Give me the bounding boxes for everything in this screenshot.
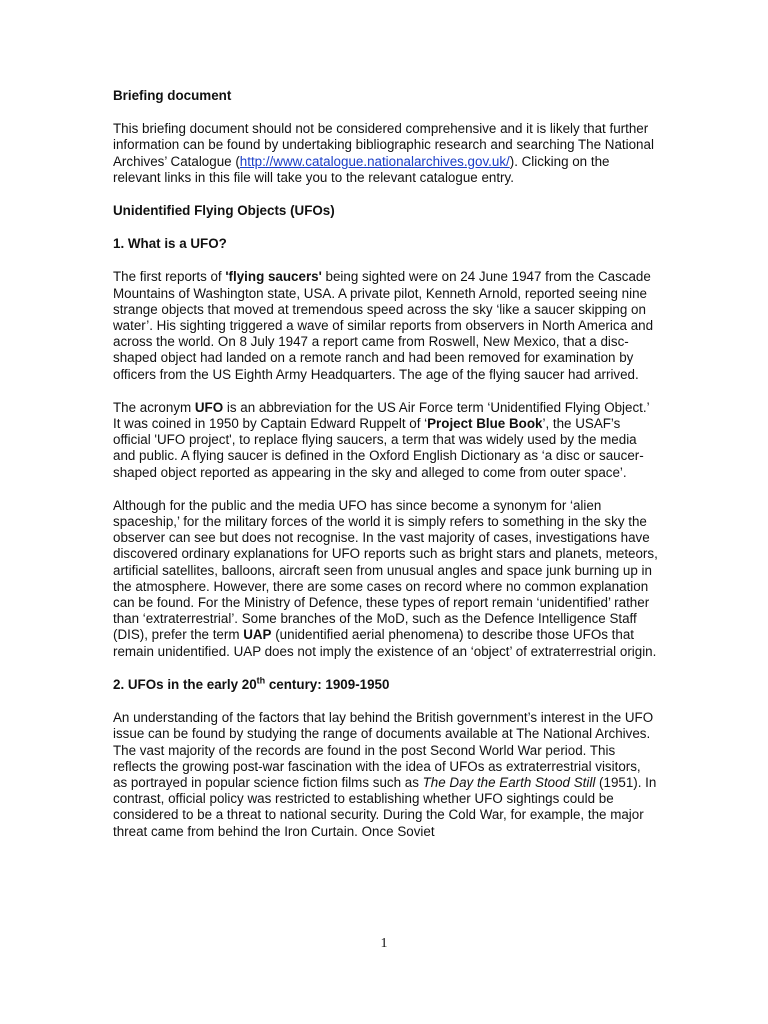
term-uap: UAP: [243, 627, 272, 643]
section-2-heading: [113, 677, 658, 693]
section-1-paragraph-3: [113, 498, 658, 660]
document-body: [113, 88, 658, 857]
section-1-paragraph-1: [113, 269, 658, 382]
section-title: Unidentified Flying Objects (UFOs): [113, 203, 335, 219]
text-span: ’, the USAF’s official 'UFO project', to replace flying saucers, a term that was widely used by the media and public. A flying saucer is defined in the Oxford English Dictionary as ‘a disc or saucer-shaped object reported as appearing in the sky and alleged to come from outer space’.: [113, 416, 644, 480]
intro-text-end: ). Clicking on the relevant links in this file will take you to the relevant catalogue entry.: [113, 153, 610, 185]
heading-text: 2. UFOs in the early 20: [113, 676, 257, 692]
page-number: 1: [380, 936, 388, 951]
section-1-paragraph-2: [113, 400, 658, 481]
intro-paragraph: [113, 121, 658, 186]
term-project-blue-book: Project Blue Book: [427, 416, 543, 432]
text-span: Although for the public and the media UFO has since become a synonym for ‘alien spaceship,’ for the military forces of the world it is simply refers to something in the sky the observer can see but does not recognise. In the vast majority of cases, investigations have discovered ordinary explanations for UFO reports such as bright stars and planets, meteors, artificial satellites, balloons, aircraft seen from unusual angles and space junk burning up in the atmosphere. However, there are some cases on record where no common explanation can be found. For the Ministry of Defence, these types of report remain ‘unidentified’ rather than ‘extraterrestrial’. Some branches of the MoD, such as the Defence Intelligence Staff (DIS), prefer the term: [113, 497, 658, 643]
text-span: (1951). In contrast, official policy was restricted to establishing whether UFO sightings could be considered to be a threat to national security. During the Cold War, for example, the major threat came from behind the Iron Curtain. Once Soviet: [113, 774, 657, 839]
catalogue-link[interactable]: http://www.catalogue.nationalarchives.gov.uk/: [239, 153, 510, 169]
intro-text-start: This briefing document should not be considered comprehensive and it is likely that further information can be found by undertaking bibliographic research and searching The National Archives’ Catalogue (: [113, 121, 654, 169]
text-span: An understanding of the factors that lay behind the British government’s interest in the UFO issue can be found by studying the range of documents available at The National Archives. The vast majority of the records are found in the post Second World War period. This reflects the growing post-war fascination with the idea of UFOs as extraterrestrial visitors, as portrayed in popular science fiction films such as: [113, 710, 654, 790]
text-span: The acronym: [113, 399, 195, 415]
text-span: The first reports of: [113, 269, 226, 285]
section-2-paragraph-1: [113, 710, 658, 840]
term-ufo: UFO: [194, 399, 224, 415]
document-title: Briefing document: [113, 88, 232, 103]
text-span: (unidentified aerial phenomena) to describe those UFOs that remain unidentified. UAP does not imply the existence of an ‘object’ of extraterrestrial origin.: [113, 627, 657, 659]
section-1-heading: 1. What is a UFO?: [113, 236, 227, 252]
text-span: being sighted were on 24 June 1947 from the Cascade Mountains of Washington state, USA. A private pilot, Kenneth Arnold, reported seeing nine strange objects that moved at tremendous speed across the sky ‘like a saucer skipping on water’. His sighting triggered a wave of similar reports from observers in North America and across the world. On 8 July 1947 a report came from Roswell, New Mexico, that a disc-shaped object had landed on a remote ranch and had been removed for examination by officers from the US Eighth Army Headquarters. The age of the flying saucer had arrived.: [113, 269, 654, 382]
text-span: is an abbreviation for the US Air Force term ‘Unidentified Flying Object.’ It was coined in 1950 by Captain Edward Ruppelt of ‘: [113, 399, 650, 432]
heading-text: century: 1909-1950: [265, 676, 390, 692]
film-title: The Day the Earth Stood Still: [422, 774, 596, 790]
term-flying-saucers: 'flying saucers': [225, 269, 322, 285]
superscript: th: [256, 675, 266, 686]
